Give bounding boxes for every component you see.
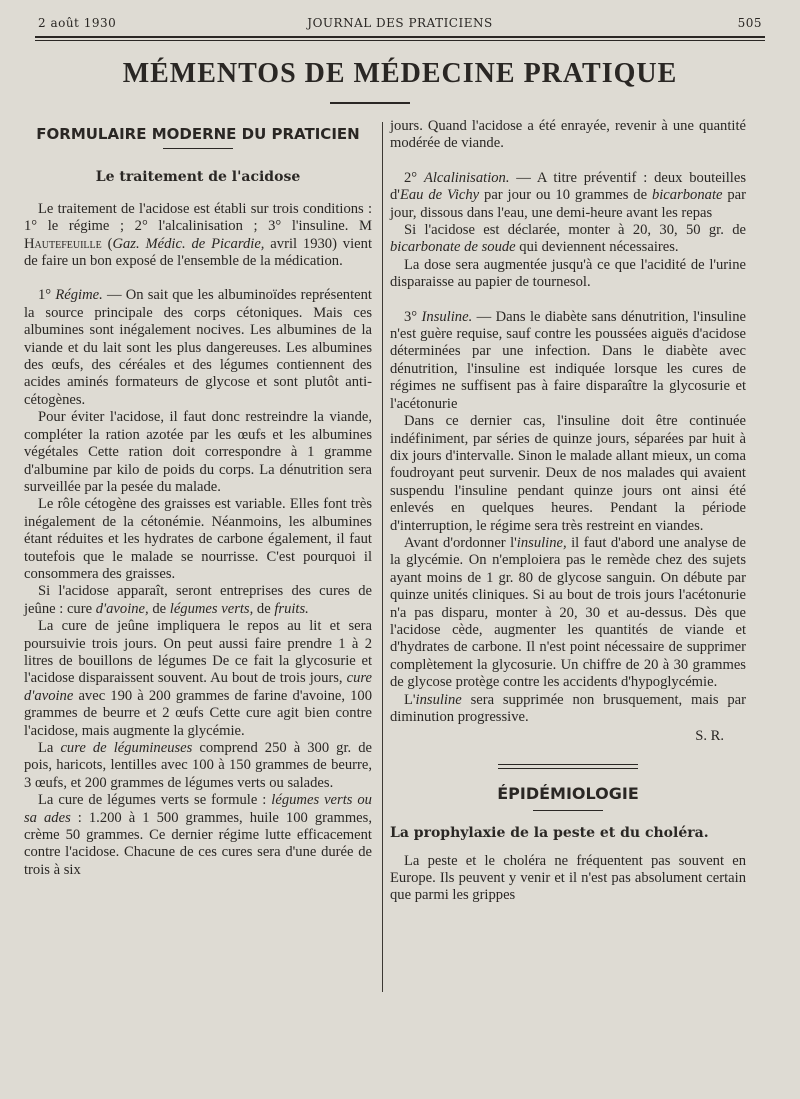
paragraph-jeune: La cure de jeûne impliquera le repos au lit et sera poursuivie trois jours. On peut aussi faire prendre 1 à 2 litres de bouillons de légumes De ce fait la glycosurie et l'acidose disparaissent souvent. Au bout de trois jours, cure d'avoine avec 190 à 200 grammes de farine d'avoine, 100 grammes de beurre et 2 œufs Cette cure agit bien contre l'acidose, mais augmente la glycémie. (24, 618, 372, 739)
section-title: MÉMENTOS DE MÉDECINE PRATIQUE (122, 58, 678, 89)
epidemiologie-rule (533, 810, 603, 811)
paragraph-declaree: Si l'acidose est déclarée, monter à 20, 30, 50 gr. de bicarbonate de soude qui deviennent nécessaires. (390, 222, 746, 256)
epidemiologie-article-title: La prophylaxie de la peste et du choléra. (390, 825, 709, 842)
paragraph-dose: La dose sera augmentée jusqu'à ce que l'acidité de l'urine disparaisse au papier de tournesol. (390, 256, 746, 291)
author-name: Hautefeuille (24, 235, 102, 252)
article-title: Le traitement de l'acidose (95, 169, 301, 186)
epidemiologie-heading: ÉPIDÉMIOLOGIE (497, 783, 639, 803)
header-rule (35, 36, 765, 38)
header-rule-thin (35, 40, 765, 41)
column-heading: FORMULAIRE MODERNE DU PRATICIEN (36, 125, 360, 143)
intro-paragraph: Le traitement de l'acidose est établi sur trois conditions : 1° le régime ; 2° l'alcalinisation ; 3° l'insuline. M Hautefeuille (Gaz. Médic. de Picardie, avril 1930) vient de faire un bon exposé de l'ensemble de la médication. (24, 200, 372, 270)
heading-rule (163, 148, 233, 149)
right-column (390, 118, 746, 905)
journal-name: JOURNAL DES PRATICIENS (307, 16, 493, 30)
paragraph-eviter: Pour éviter l'acidose, il faut donc restreindre la viande, compléter la ration azotée par les œufs et les albumines végétales Cette ration doit correspondre à 1 gramme d'albumine par kilo de poids du corps. La dénutrition sera surveillée par la pesée du malade. (24, 409, 372, 495)
section-title-rule (330, 102, 410, 104)
paragraph-legumineuses: La cure de légumineuses comprend 250 à 300 gr. de pois, haricots, lentilles avec 100 à 150 grammes de beurre, 3 œufs, et 200 grammes de légumes verts ou salades. (24, 740, 373, 791)
paragraph-dernier-cas: Dans ce dernier cas, l'insuline doit être continuée indéfiniment, par séries de quinze jours, séparées par huit à dix jours d'intervalle. Sinon le malade allant mieux, un coma foudroyant peut survenir. Deux de nos malades qui avaient suspendu l'insuline pendant quinze jours ont ainsi été enlevés en quelques heures. Pendant la période d'interruption, le régime sera très restreint en viandes. (390, 413, 746, 534)
double-rule (498, 764, 638, 769)
paragraph-avant: Avant d'ordonner l'insuline, il faut d'abord une analyse de la glycémie. On n'emploiera pas le remède chez des sujets ayant moins de 1 gr. 80 de glycose sanguin. On débute par quinze unités cliniques. Si au bout de trois jours l'acétonurie n'a pas disparu, monter à 20, 30 et au-dessus. Dès que l'acidose cède, augmenter les quantités de viande et d'hydrates de carbone. Il n'est point nécessaire de supprimer complètement la glycosurie. Un chiffre de 20 à 30 grammes de glycose protège contre les accidents d'hypoglycémie. (390, 534, 746, 691)
epidemiologie-paragraph: La peste et le choléra ne fréquentent pas souvent en Europe. Ils peuvent y venir et il n'est pas absolument certain que parmi les grippes (390, 852, 746, 904)
paragraph-role: Le rôle cétogène des graisses est variable. Elles font très inégalement de la cétonémie. Néanmoins, les albumines étant réduites et les hydrates de carbone également, il faut toutefois que le malade se nourrisse. C'est pourquoi il consommera des graisses. (24, 496, 372, 582)
regime-paragraph: 1° Régime. — On sait que les albuminoïdes représentent la source principale des corps cétoniques. Mais ces albumines sont inégalement nocives. Les albumines de la viande et du lait sont les plus dangereuses. Les albumines des œufs, des céréales et des légumes contiennent des acides aminés formateurs de glycose et sont plutôt anti-cétogènes. (24, 287, 372, 408)
running-header (38, 16, 762, 36)
paragraph-supprimee: L'insuline sera supprimée non brusquement, mais par diminution progressive. (390, 691, 746, 725)
signature: S. R. (695, 728, 724, 745)
paragraph-cures: Si l'acidose apparaît, seront entreprises des cures de jeûne : cure d'avoine, de légumes verts, de fruits. (24, 583, 372, 617)
source-citation: Gaz. Médic. de Picardie, (112, 235, 265, 252)
issue-date: 2 août 1930 (38, 16, 117, 30)
insuline-paragraph: 3° Insuline. — Dans le diabète sans dénutrition, l'insuline n'est guère requise, sauf contre les poussées aiguës d'acidose déterminées par une infection. Dans le diabète avec dénutrition, l'insuline est indiquée lorsque les cures de régimes ne suffisent pas à faire disparaître la glycosurie et l'acétonurie (390, 308, 746, 412)
left-column (24, 118, 372, 879)
column-divider (382, 122, 383, 992)
paragraph-legumes-verts: La cure de légumes verts se formule : légumes verts ou sa ades : 1.200 à 1 500 grammes, huile 100 grammes, crème 50 grammes. Ce dernier régime lutte efficacement contre l'acidose. Chacune de ces cures sera d'une durée de trois à six (24, 792, 372, 878)
page-number: 505 (737, 16, 762, 30)
paragraph-continuation: jours. Quand l'acidose a été enrayée, revenir à une quantité modérée de viande. (390, 118, 746, 152)
alcalinisation-paragraph: 2° Alcalinisation. — A titre préventif : deux bouteilles d'Eau de Vichy par jour ou 10 grammes de bicarbonate par jour, dissous dans l'eau, une demi-heure avant les repas (390, 169, 747, 221)
